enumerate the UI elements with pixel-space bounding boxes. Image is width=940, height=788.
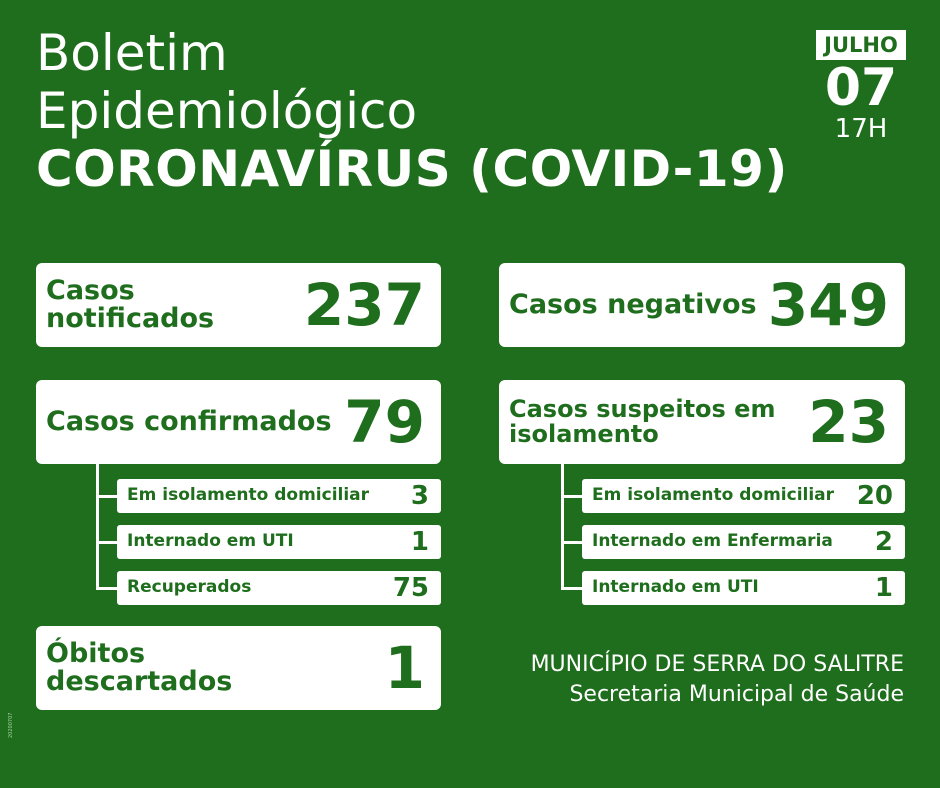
card-casos-suspeitos [499, 380, 905, 464]
sub-label: Internado em UTI [127, 531, 294, 552]
side-code: 20200707 [8, 712, 14, 738]
sub-label: Recuperados [127, 577, 252, 598]
card-value: 23 [808, 388, 889, 456]
card-casos-negativos [499, 263, 905, 347]
sub-value: 20 [856, 481, 893, 511]
date-month-badge: JULHO [816, 30, 906, 60]
sub-value: 1 [410, 527, 429, 557]
card-label-line1: Casos suspeitos em [509, 394, 776, 423]
card-value: 237 [303, 271, 425, 339]
connector-branch [96, 541, 118, 544]
card-label: Casos notificados [46, 274, 215, 334]
sub-value: 3 [410, 481, 429, 511]
footer-municipio: MUNICÍPIO DE SERRA DO SALITRE [530, 652, 904, 677]
date-day: 07 [824, 58, 898, 118]
connector-vertical [96, 464, 99, 590]
card-label: Casos negativos [509, 288, 757, 320]
sub-label: Internado em UTI [592, 577, 759, 598]
date-hour: 17H [834, 114, 888, 144]
card-label-line2: descartados [46, 666, 233, 697]
card-value: 349 [767, 271, 889, 339]
sub-card-enfermaria [582, 525, 905, 559]
connector-vertical [561, 464, 564, 590]
sub-value: 75 [392, 573, 429, 603]
connector-branch [561, 541, 583, 544]
card-label [46, 637, 233, 697]
card-label: Casos confirmados [46, 405, 332, 437]
connector-branch [96, 495, 118, 498]
sub-value: 1 [874, 573, 893, 603]
card-casos-confirmados [36, 380, 441, 464]
title-epidemiologico: Epidemiológico [36, 82, 418, 140]
sub-label: Em isolamento domiciliar [127, 485, 370, 506]
sub-card-uti [582, 571, 905, 605]
card-label [509, 394, 776, 448]
card-value: 1 [384, 634, 425, 702]
title-boletim: Boletim [36, 24, 228, 82]
connector-branch [561, 587, 583, 590]
sub-value: 2 [874, 527, 893, 557]
sub-label: Em isolamento domiciliar [592, 485, 835, 506]
title-coronavirus: CORONAVÍRUS (COVID-19) [36, 140, 788, 198]
connector-branch [96, 587, 118, 590]
sub-card-isolamento [117, 479, 441, 513]
card-label-line1: Óbitos [46, 637, 146, 669]
footer-secretaria: Secretaria Municipal de Saúde [569, 682, 904, 707]
card-obitos-descartados [36, 626, 441, 710]
sub-card-recuperados [117, 571, 441, 605]
card-casos-notificados [36, 263, 441, 347]
connector-branch [561, 495, 583, 498]
sub-label: Internado em Enfermaria [592, 531, 833, 552]
card-label-line2: isolamento [509, 420, 659, 448]
sub-card-isolamento [582, 479, 905, 513]
sub-card-uti [117, 525, 441, 559]
card-value: 79 [344, 388, 425, 456]
